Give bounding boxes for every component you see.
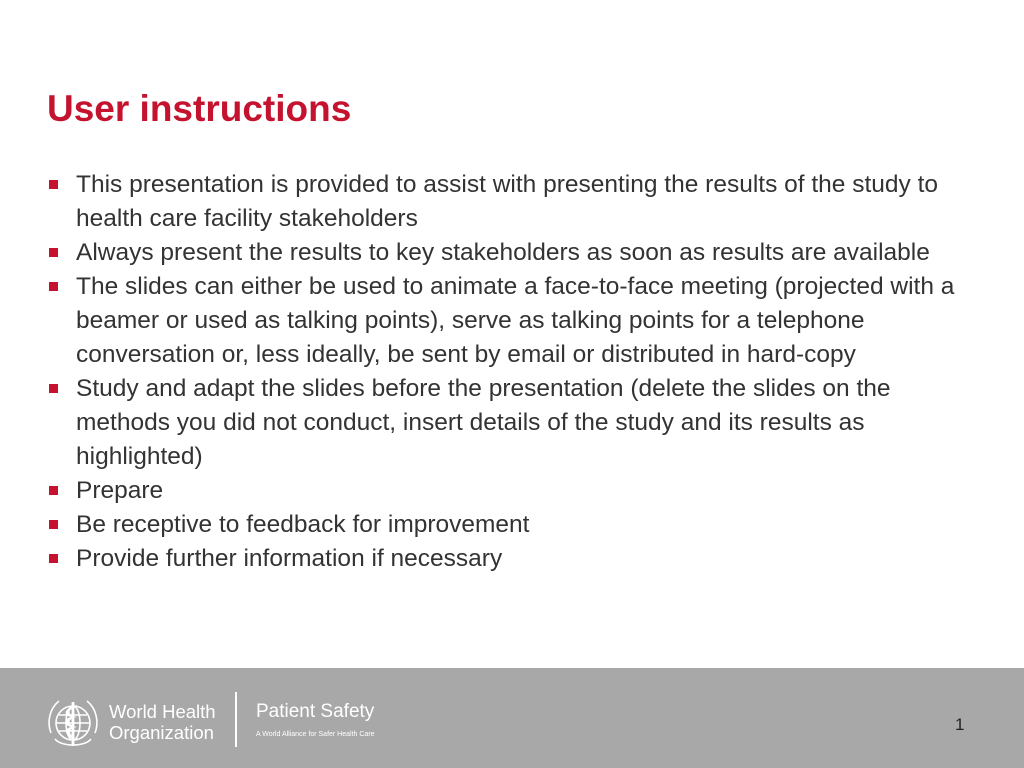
page-number: 1 bbox=[955, 715, 965, 734]
bullet-item bbox=[47, 508, 977, 542]
square-bullet-icon bbox=[49, 384, 58, 393]
bullet-text: Provide further information if necessary bbox=[76, 545, 503, 572]
who-wordmark bbox=[109, 701, 216, 743]
who-emblem-icon bbox=[43, 693, 103, 753]
square-bullet-icon bbox=[49, 248, 58, 257]
bullet-item bbox=[47, 270, 977, 372]
square-bullet-icon bbox=[49, 520, 58, 529]
bullet-text: The slides can either be used to animate a face-to-face meeting (projected with a beamer or used as talking points), serve as talking points for a telephone conversation or, less ideally, be sent by email or distributed in hard-copy bbox=[76, 273, 955, 368]
bullet-item bbox=[47, 168, 977, 236]
bullet-list bbox=[47, 168, 977, 576]
bullet-text: Prepare bbox=[76, 477, 164, 504]
bullet-text: Study and adapt the slides before the presentation (delete the slides on the methods you did not conduct, insert details of the study and its results as highlighted) bbox=[76, 375, 891, 470]
bullet-item bbox=[47, 236, 977, 270]
bullet-text: This presentation is provided to assist with presenting the results of the study to health care facility stakeholders bbox=[76, 171, 939, 232]
program-subtitle: A World Alliance for Safer Health Care bbox=[256, 731, 375, 738]
slide-title: User instructions bbox=[47, 88, 352, 129]
bullet-text: Always present the results to key stakeholders as soon as results are available bbox=[76, 239, 930, 266]
bullet-text: Be receptive to feedback for improvement bbox=[76, 511, 530, 538]
bullet-item bbox=[47, 372, 977, 474]
organization-name-line1: World Health bbox=[109, 701, 216, 722]
organization-name-line2: Organization bbox=[109, 722, 214, 743]
bullet-item bbox=[47, 542, 977, 576]
square-bullet-icon bbox=[49, 486, 58, 495]
square-bullet-icon bbox=[49, 282, 58, 291]
program-title: Patient Safety bbox=[256, 701, 375, 722]
footer-divider bbox=[235, 692, 237, 747]
bullet-item bbox=[47, 474, 977, 508]
square-bullet-icon bbox=[49, 554, 58, 563]
square-bullet-icon bbox=[49, 180, 58, 189]
